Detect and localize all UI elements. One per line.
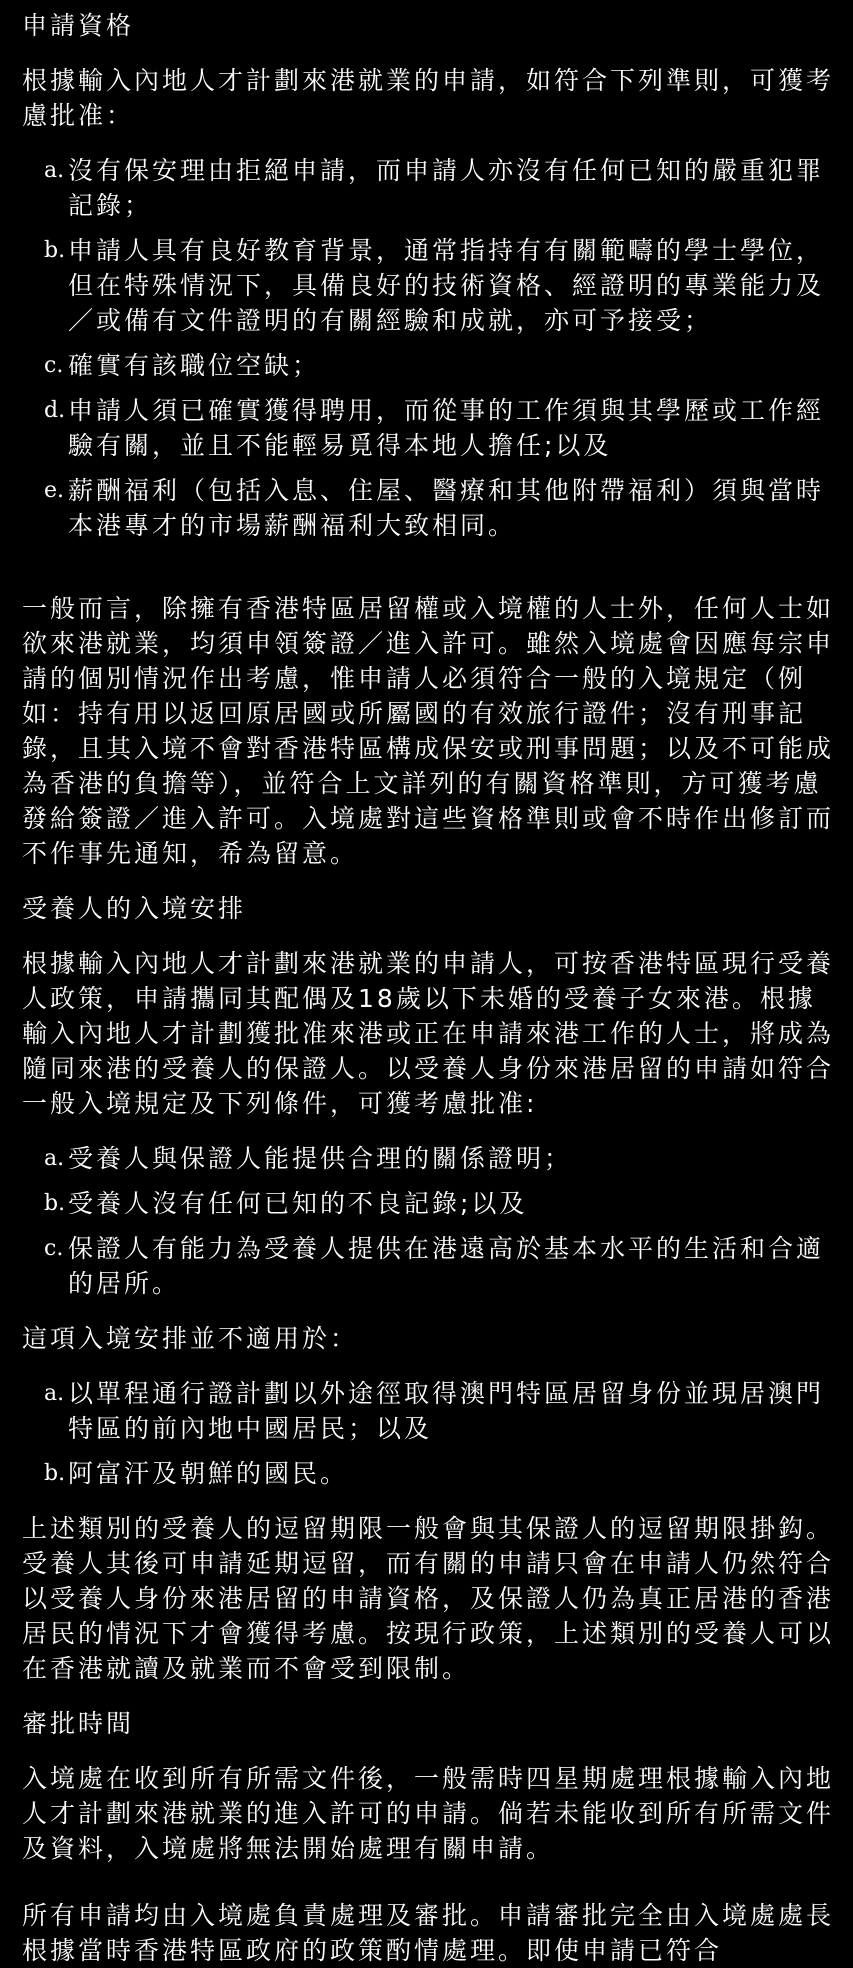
- list-marker: c.: [44, 353, 64, 378]
- eligibility-criteria-list: [22, 153, 839, 543]
- list-item: [44, 233, 839, 338]
- list-marker: b.: [44, 1461, 66, 1486]
- processing-time-paragraph: 入境處在收到所有所需文件後，一般需時四星期處理根據輸入內地人才計劃來港就業的進入許可的申請。倘若未能收到所有所需文件及資料，入境處將無法開始處理有關申請。: [22, 1764, 835, 1863]
- list-item: [44, 1231, 839, 1301]
- list-item-text: 申請人須已確實獲得聘用，而從事的工作須與其學歷或工作經驗有關，並且不能輕易覓得本地人擔任;以及: [68, 396, 825, 460]
- list-marker: a.: [44, 158, 65, 183]
- list-marker: b.: [44, 238, 66, 263]
- list-item-text: 受養人與保證人能提供合理的關係證明；: [68, 1144, 573, 1173]
- list-item: [44, 473, 839, 543]
- list-marker: a.: [44, 1146, 65, 1171]
- list-item-text: 保證人有能力為受養人提供在港遠高於基本水平的生活和合適的居所。: [68, 1234, 825, 1298]
- list-marker: b.: [44, 1191, 66, 1216]
- dependants-conditions-list: [22, 1141, 839, 1301]
- not-applicable-list: [22, 1376, 839, 1491]
- not-applicable-heading: 這項入境安排並不適用於：: [22, 1324, 359, 1353]
- list-marker: e.: [44, 478, 65, 503]
- eligibility-intro: 根據輸入內地人才計劃來港就業的申請，如符合下列準則，可獲考慮批准：: [22, 66, 835, 130]
- list-item: [44, 153, 839, 223]
- processing-time-heading: 審批時間: [22, 1709, 135, 1738]
- list-item: [44, 1376, 839, 1446]
- list-item: [44, 1456, 839, 1491]
- list-item-text: 薪酬福利（包括入息、住屋、醫療和其他附帶福利）須與當時本港專才的市場薪酬福利大致相同。: [68, 476, 825, 540]
- list-item: [44, 393, 839, 463]
- approval-paragraph: 所有申請均由入境處負責處理及審批。申請審批完全由入境處處長根據當時香港特區政府的政策酌情處理。即使申請已符合: [22, 1901, 835, 1965]
- list-item-text: 阿富汗及朝鮮的國民。: [68, 1459, 349, 1488]
- general-requirements-paragraph: 一般而言，除擁有香港特區居留權或入境權的人士外，任何人士如欲來港就業，均須申領簽證／進入許可。雖然入境處會因應每宗申請的個別情況作出考慮，惟申請人必須符合一般的入境規定（例如：持有用以返回原居國或所屬國的有效旅行證件；沒有刑事記錄，且其入境不會對香港特區構成保安或刑事問題；以及不可能成為香港的負擔等），並符合上文詳列的有關資格準則，方可獲考慮發給簽證／進入許可。入境處對這些資格準則或會不時作出修訂而不作事先通知，希為留意。: [22, 594, 835, 868]
- limit-of-stay-paragraph: 上述類別的受養人的逗留期限一般會與其保證人的逗留期限掛鈎。受養人其後可申請延期逗留，而有關的申請只會在申請人仍然符合以受養人身份來港居留的申請資格，及保證人仍為真正居港的香港居民的情況下才會獲得考慮。按現行政策，上述類別的受養人可以在香港就讀及就業而不會受到限制。: [22, 1514, 835, 1683]
- list-item-text: 受養人沒有任何已知的不良記錄;以及: [68, 1189, 528, 1218]
- dependants-intro: 根據輸入內地人才計劃來港就業的申請人，可按香港特區現行受養人政策，申請攜同其配偶及18歲以下未婚的受養子女來港。根據輸入內地人才計劃獲批准來港或正在申請來港工作的人士，將成為隨同來港的受養人的保證人。以受養人身份來港居留的申請如符合一般入境規定及下列條件，可獲考慮批准:: [22, 949, 835, 1118]
- spacer: [22, 1886, 839, 1898]
- list-item-text: 以單程通行證計劃以外途徑取得澳門特區居留身份並現居澳門特區的前內地中國居民；以及: [68, 1379, 825, 1443]
- list-item: [44, 1186, 839, 1221]
- list-item-text: 申請人具有良好教育背景，通常指持有有關範疇的學士學位，但在特殊情況下，具備良好的技術資格、經證明的專業能力及／或備有文件證明的有關經驗和成就，亦可予接受；: [68, 236, 825, 335]
- list-marker: a.: [44, 1381, 65, 1406]
- list-item-text: 沒有保安理由拒絕申請，而申請人亦沒有任何已知的嚴重犯罪記錄；: [68, 156, 825, 220]
- list-item: [44, 1141, 839, 1176]
- dependants-heading: 受養人的入境安排: [22, 894, 247, 923]
- list-marker: d.: [44, 398, 66, 423]
- list-marker: c.: [44, 1236, 64, 1261]
- eligibility-heading: 申請資格: [22, 11, 135, 40]
- list-item-text: 確實有該職位空缺；: [68, 351, 321, 380]
- list-item: [44, 348, 839, 383]
